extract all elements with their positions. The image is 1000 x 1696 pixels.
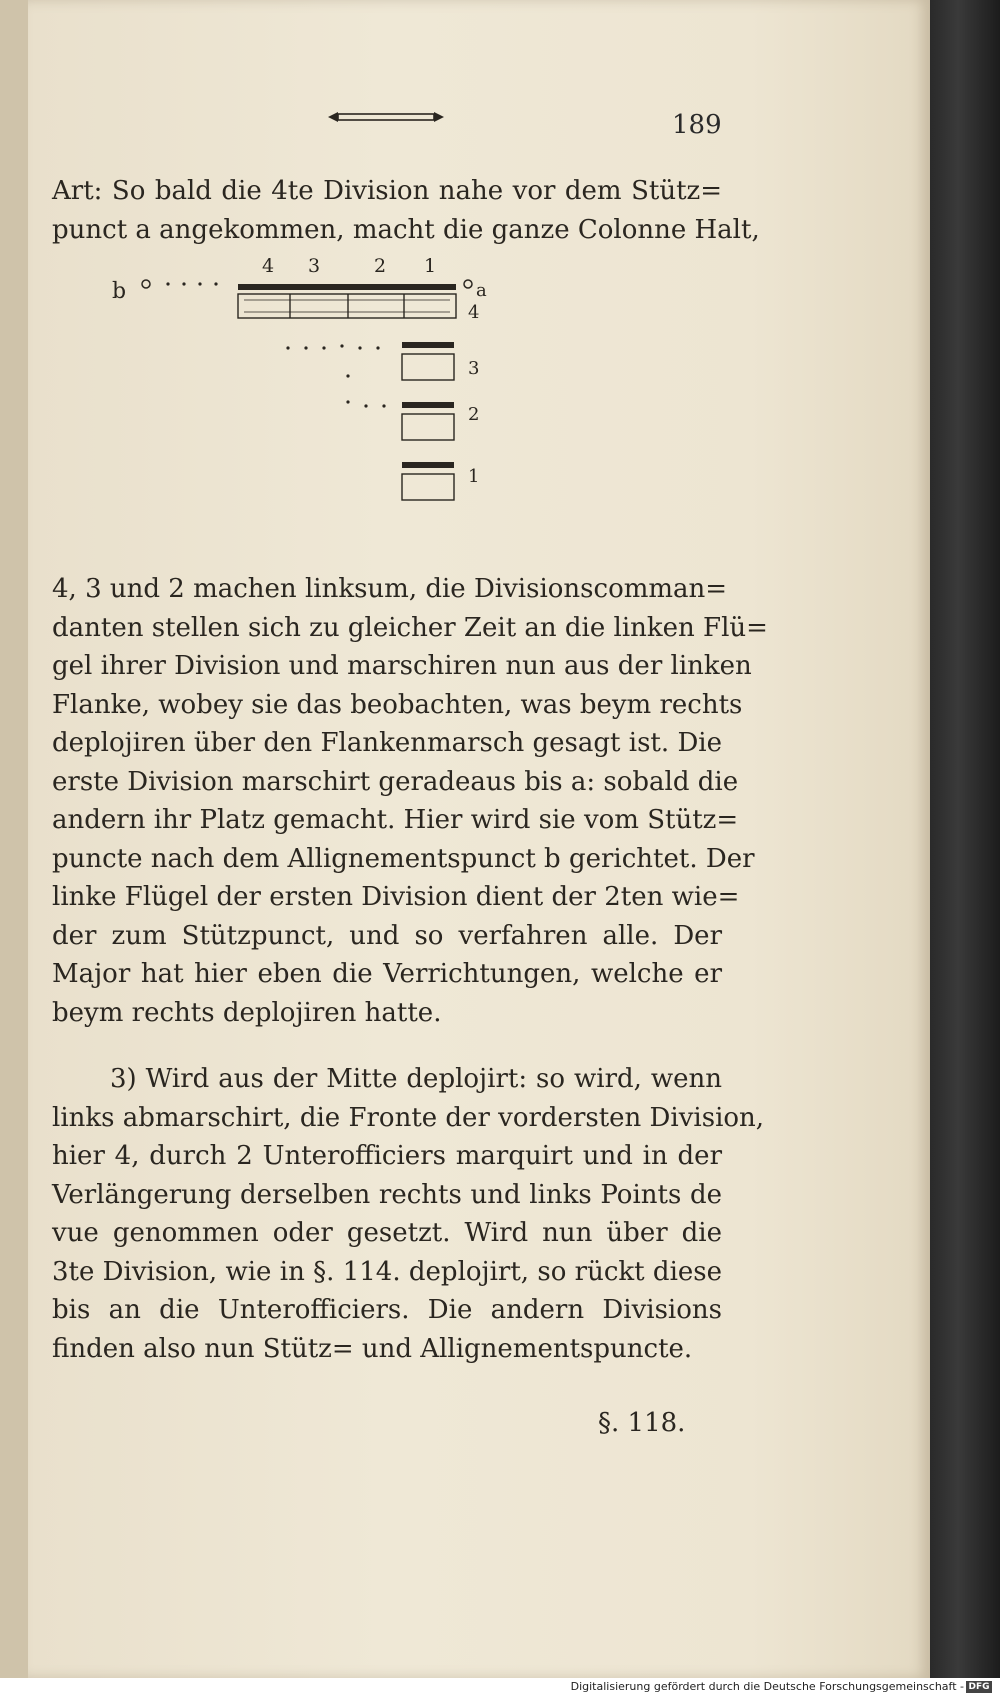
text-line: Verlängerung derselben rechts und links Points de bbox=[52, 1179, 722, 1210]
text-line: linke Flügel der ersten Division dient der 2ten wie= bbox=[52, 882, 740, 912]
label-b: b bbox=[112, 279, 127, 304]
text-line: Flanke, wobey sie das beobachten, was beym rechts bbox=[52, 689, 743, 720]
text-line: vue genommen oder gesetzt. Wird nun über die bbox=[52, 1218, 722, 1248]
text-line: der zum Stützpunct, und so verfahren alle. Der bbox=[52, 920, 722, 951]
text-line: 3) Wird aus der Mitte deplojirt: so wird, wenn bbox=[110, 1064, 722, 1094]
text-line: gel ihrer Division und marschiren nun aus der linken bbox=[52, 651, 752, 681]
text-line: bis an die Unterofficiers. Die andern Divisions bbox=[52, 1295, 722, 1325]
text-line: puncte nach dem Allignementspunct b gerichtet. Der bbox=[52, 843, 755, 874]
text-line: andern ihr Platz gemacht. Hier wird sie vom Stütz= bbox=[52, 805, 739, 835]
text-line: hier 4, durch 2 Unterofficiers marquirt und in der bbox=[52, 1141, 722, 1171]
page-number: 189 bbox=[672, 110, 722, 140]
paragraph-1 bbox=[52, 172, 760, 249]
side-number-3: 3 bbox=[468, 358, 480, 379]
dfg-logo: DFG bbox=[966, 1681, 992, 1693]
header-ornament bbox=[326, 110, 446, 124]
scan-background bbox=[0, 0, 28, 1696]
deployment-diagram bbox=[112, 255, 540, 552]
text-line: beym rechts deplojiren hatte. bbox=[52, 997, 442, 1028]
book-edge bbox=[930, 0, 1000, 1678]
text-line: 3te Division, wie in §. 114. deplojirt, so rückt diese bbox=[52, 1256, 722, 1287]
text-line: Major hat hier eben die Verrichtungen, welche er bbox=[52, 959, 722, 989]
text-line: danten stellen sich zu gleicher Zeit an die linken Flü= bbox=[52, 612, 768, 643]
section-reference: §. 118. bbox=[598, 1408, 686, 1438]
text-line: links abmarschirt, die Fronte der vordersten Division, bbox=[52, 1102, 765, 1133]
text-line: finden also nun Stütz= und Allignementspuncte. bbox=[52, 1333, 693, 1364]
top-number-1: 1 bbox=[424, 255, 437, 277]
side-number-2: 2 bbox=[468, 404, 480, 425]
side-number-1: 1 bbox=[468, 466, 480, 487]
text-line: Art: So bald die 4te Division nahe vor dem Stütz= bbox=[52, 176, 722, 206]
text-line: punct a angekommen, macht die ganze Colonne Halt, bbox=[52, 214, 760, 245]
text-line: erste Division marschirt geradeaus bis a: sobald die bbox=[52, 766, 739, 797]
top-number-3: 3 bbox=[308, 255, 321, 277]
label-a: a bbox=[476, 280, 487, 301]
text-line: 4, 3 und 2 machen linksum, die Divisionscomman= bbox=[52, 574, 728, 604]
paragraph-2 bbox=[52, 570, 768, 1032]
funding-footer: Digitalisierung gefördert durch die Deutsche Forschungsgemeinschaft - bbox=[570, 1680, 964, 1693]
side-number-4: 4 bbox=[468, 302, 480, 323]
text-line: deplojiren über den Flankenmarsch gesagt ist. Die bbox=[52, 728, 722, 758]
paragraph-3 bbox=[52, 1060, 765, 1368]
top-number-2: 2 bbox=[374, 255, 387, 277]
top-number-4: 4 bbox=[262, 255, 275, 277]
